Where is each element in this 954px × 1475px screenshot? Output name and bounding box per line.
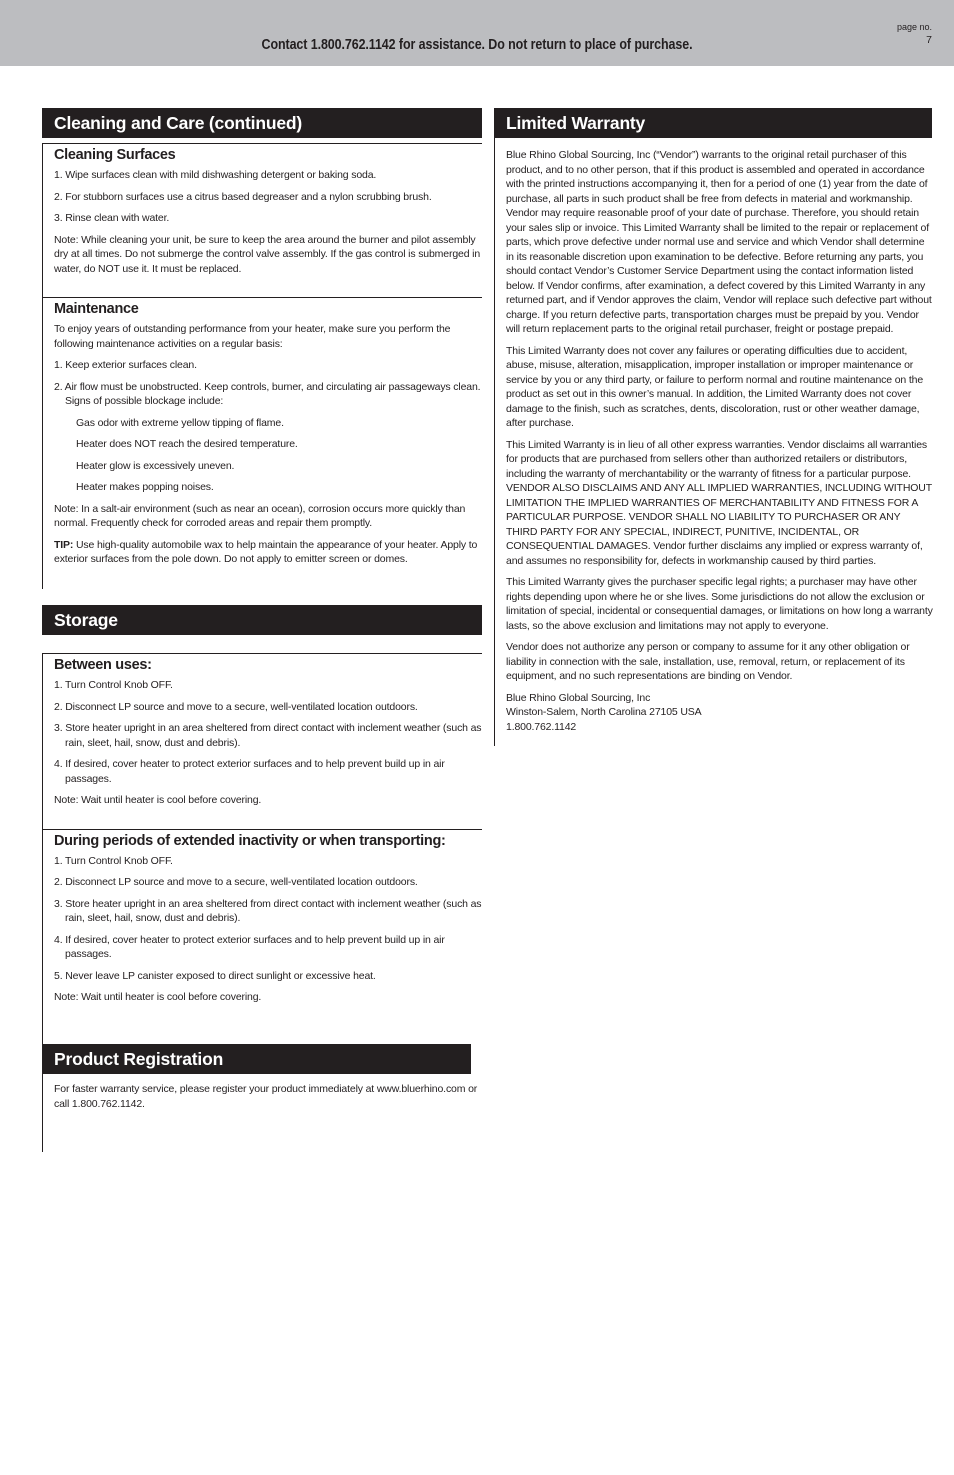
list-item: 3. Store heater upright in an area sheltered from direct contact with inclement weather (such as rain, sleet, hail, snow, dust and debris). [54,897,482,924]
list-item: 1. Turn Control Knob OFF. [54,854,173,867]
maintenance-note: Note: In a salt-air environment (such as near an ocean), corrosion occurs more quickly than normal. Frequently check for corroded areas and repair them promptly. [54,502,466,529]
header-bar [0,0,954,66]
divider [43,297,482,298]
warranty-paragraph: Vendor does not authorize any person or company to assume for it any other obligation or liability in connection with the sale, installation, use, removal, return, or replacement of its equipment, and no such representations are binding on Vendor. [506,641,910,682]
contact-banner: Contact 1.800.762.1142 for assistance. Do not return to place of purchase. [261,37,693,53]
storage-note: Note: Wait until heater is cool before covering. [54,991,262,1003]
warranty-paragraph: This Limited Warranty does not cover any failures or operating difficulties due to accident, abuse, misuse, alteration, misapplication, improper installation or improper maintenance or service by you or any third party, or failure to perform normal and routine maintenance on the product as set out in this owner’s manual. In addition, the Limited Warranty does not cover damage to the finish, such as scratches, dents, discoloration, rust or other weather damage, after purchase. [506,344,924,429]
list-item: Heater makes popping noises. [76,481,214,493]
list-item: 1. Keep exterior surfaces clean. [54,359,197,371]
divider [43,143,482,144]
page-number-label: page no. [896,22,932,32]
maintenance-heading: Maintenance [54,301,139,317]
page-number: 7 [926,34,932,46]
storage-header: Storage [42,605,482,635]
list-item: 4. If desired, cover heater to protect exterior surfaces and to help prevent build up in air passages. [54,758,445,785]
warranty-section [494,108,934,746]
between-uses-heading: Between uses: [54,657,152,673]
page-number-block [897,21,932,47]
divider [43,829,482,830]
cleaning-surfaces-heading: Cleaning Surfaces [54,147,176,163]
registration-body [42,1074,482,1152]
warranty-paragraph: Blue Rhino Global Sourcing, Inc (“Vendor”) warrants to the original retail purchaser of this product, and to no other person, that if this product is assembled and operated in accordance with the printed instructions accompanying it, then for a period of one (1) year from the date of purchase, all parts in such product shall be free from defects in material and workmanship. Vendor may require reasonable proof of your date of purchase. Therefore, you should retain your sales slip or invoice. This Limited Warranty shall be limited to the repair or replacement of parts, which prove defective under normal use and service and which Vendor shall determine in its reasonable discretion upon examination to be defective. Before returning any parts, you should contact Vendor’s Customer Service Department using the contact information listed below. If Vendor confirms, after examination, a defect covered by this Limited Warranty in any returned part, and if Vendor approves the claim, Vendor will replace such defective part without charge. If you return defective parts, transportation charges must be prepaid by you. Vendor will return replacement parts to the original retail purchaser, freight or postage prepaid. [506,149,932,335]
list-item: 1. Turn Control Knob OFF. [54,679,173,691]
cleaning-body [42,143,482,589]
cleaning-section [42,108,482,589]
extended-inactivity-heading: During periods of extended inactivity or when transporting: [54,832,446,849]
maintenance-intro: To enjoy years of outstanding performance from your heater, make sure you perform the following maintenance activities on a regular basis: [54,323,451,350]
warranty-header: Limited Warranty [494,108,932,138]
address-line: Blue Rhino Global Sourcing, Inc [506,691,651,704]
address-line: Winston-Salem, North Carolina 27105 USA [506,706,702,718]
list-item: 3. Rinse clean with water. [54,212,170,224]
cleaning-header: Cleaning and Care (continued) [42,108,482,138]
list-item: 1. Wipe surfaces clean with mild dishwashing detergent or baking soda. [54,169,377,181]
registration-text: For faster warranty service, please register your product immediately at www.bluerhino.com or call 1.800.762.1142. [54,1083,478,1110]
vendor-address [506,691,934,735]
warranty-body [494,138,934,746]
tip-label: TIP: [54,538,74,551]
list-item: Heater glow is excessively uneven. [76,459,235,472]
divider [43,653,482,654]
list-item: 2. For stubborn surfaces use a citrus based degreaser and a nylon scrubbing brush. [54,190,432,203]
registration-header: Product Registration [42,1044,471,1074]
warranty-paragraph: This Limited Warranty gives the purchaser specific legal rights; a purchaser may have other rights depending upon where he or she lives. Some jurisdictions do not allow the exclusion or limitation of special, incidental or consequential damages, or limitations on how long a warranty lasts, so the above exclusion and limitations may not apply to everyone. [506,576,933,632]
tip-text: Use high-quality automobile wax to help maintain the appearance of your heater. Apply to exterior surfaces from the pole down. Do not apply to emitter screen or domes. [54,538,478,565]
warranty-paragraph: This Limited Warranty is in lieu of all other express warranties. Vendor disclaims all warranties for products that are purchased from sellers other than authorized retailers or distributors, including the warranty of merchantability or the warranty of fitness for a particular purpose. VENDOR ALSO DISCLAIMS AND ANY ALL IMPLIED WARRANTIES, INCLUDING WITHOUT LIMITATION THE IMPLIED WARRANTIES OF MERCHANTABILITY AND FITNESS FOR A PARTICULAR PURPOSE. VENDOR SHALL NO LIABILITY TO PURCHASER OR ANY THIRD PARTY FOR ANY SPECIAL, INDIRECT, PUNITIVE, INCIDENTAL, OR CONSEQUENTIAL DAMAGES. Vendor further disclaims any implied or express warranty of, and assumes no responsibility for, defects in workmanship caused by third parties. [506,438,932,567]
storage-note: Note: Wait until heater is cool before covering. [54,794,262,806]
list-item: 2. Disconnect LP source and move to a secure, well-ventilated location outdoors. [54,700,418,713]
list-item: Gas odor with extreme yellow tipping of flame. [76,416,284,429]
list-item: 5. Never leave LP canister exposed to direct sunlight or excessive heat. [54,969,376,982]
storage-body [42,653,482,1045]
list-item: 2. Air flow must be unobstructed. Keep controls, burner, and circulating air passageways clean. Signs of possible blockage include: [54,380,481,407]
list-item: 2. Disconnect LP source and move to a secure, well-ventilated location outdoors. [54,876,418,888]
address-line: 1.800.762.1142 [506,720,577,733]
list-item: 3. Store heater upright in an area sheltered from direct contact with inclement weather (such as rain, sleet, hail, snow, dust and debris). [54,722,482,749]
list-item: Heater does NOT reach the desired temperature. [76,438,298,450]
registration-section [42,1044,482,1152]
storage-section [42,605,482,1045]
tip-paragraph [54,538,482,567]
list-item: 4. If desired, cover heater to protect exterior surfaces and to help prevent build up in air passages. [54,933,445,960]
cleaning-note: Note: While cleaning your unit, be sure to keep the area around the burner and pilot assembly dry at all times. Do not submerge the control valve assembly. If the gas control is submerged in water, do NOT use it. It must be replaced. [54,233,481,275]
